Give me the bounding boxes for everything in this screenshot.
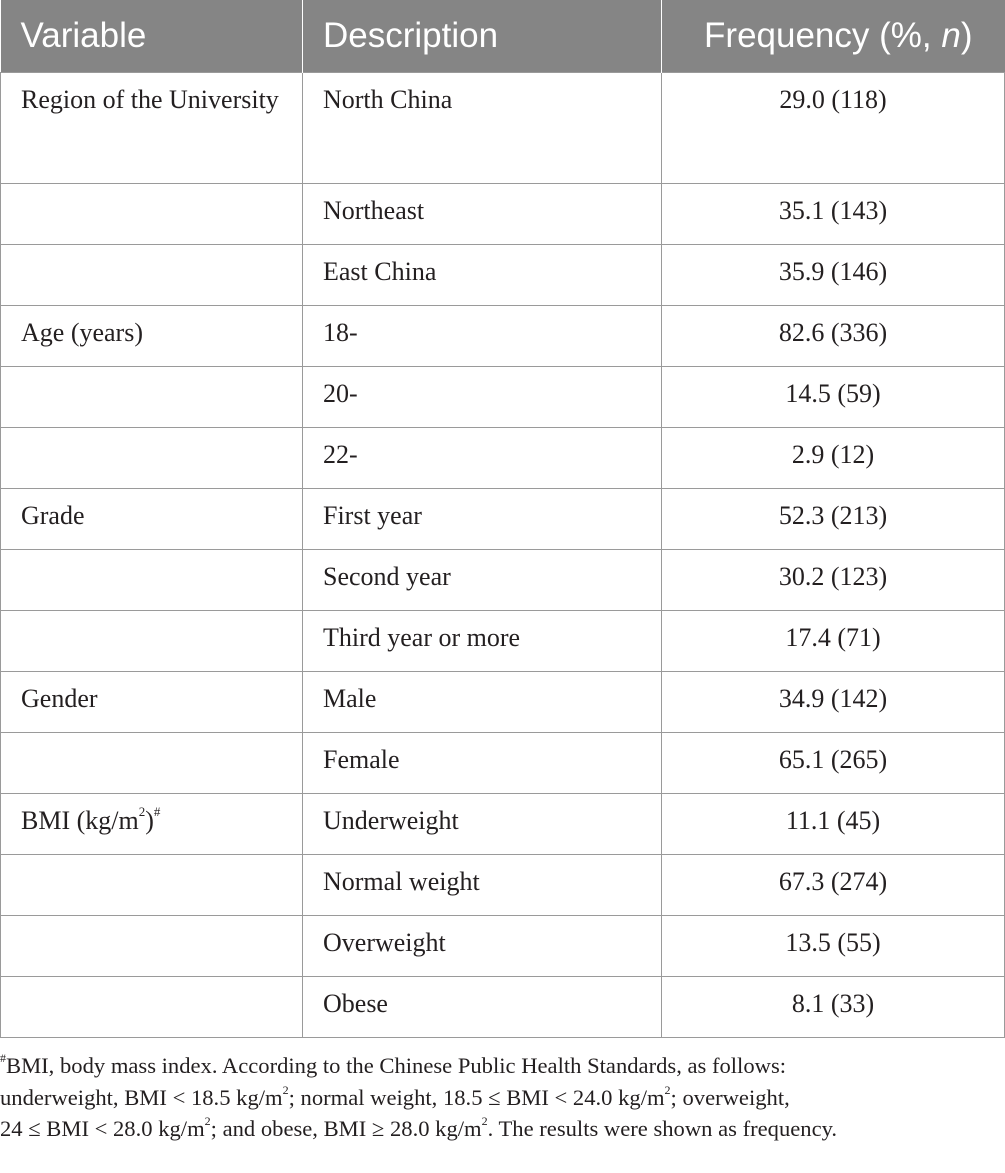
superscript: 2	[282, 1082, 289, 1097]
cell-frequency: 8.1 (33)	[662, 976, 1005, 1037]
cell-variable: Region of the University	[1, 72, 303, 183]
cell-variable-after: )	[145, 805, 154, 835]
table-row	[1, 976, 1005, 1037]
cell-variable	[1, 854, 303, 915]
superscript: 2	[481, 1114, 488, 1129]
cell-description: 22-	[303, 427, 662, 488]
footnote-text: ; and obese, BMI ≥ 28.0 kg/m	[210, 1116, 482, 1141]
superscript: 2	[204, 1114, 211, 1129]
footnote-line-1	[0, 1050, 1005, 1082]
table-row	[1, 72, 1005, 183]
cell-description: Normal weight	[303, 854, 662, 915]
cell-variable	[1, 976, 303, 1037]
cell-variable	[1, 793, 303, 854]
cell-frequency: 35.9 (146)	[662, 244, 1005, 305]
table-row	[1, 305, 1005, 366]
cell-variable	[1, 732, 303, 793]
cell-description: 18-	[303, 305, 662, 366]
cell-variable	[1, 244, 303, 305]
cell-variable: Grade	[1, 488, 303, 549]
cell-frequency: 67.3 (274)	[662, 854, 1005, 915]
footnote-text: ; overweight,	[670, 1084, 790, 1110]
cell-description: Underweight	[303, 793, 662, 854]
footnote-text: 24 ≤ BMI < 28.0 kg/m	[0, 1116, 205, 1141]
cell-variable	[1, 183, 303, 244]
table-row	[1, 366, 1005, 427]
footnote-text: BMI, body mass index. According to the Chinese Public Health Standards, as follows:	[6, 1053, 787, 1078]
header-frequency	[662, 0, 1005, 72]
header-frequency-suffix: )	[960, 15, 973, 55]
cell-variable: Gender	[1, 671, 303, 732]
footnote-line-2	[0, 1082, 1005, 1114]
footnote-text: . The results were shown as frequency.	[487, 1116, 838, 1141]
cell-variable	[1, 610, 303, 671]
header-row	[1, 0, 1005, 72]
cell-frequency: 29.0 (118)	[662, 72, 1005, 183]
table-row	[1, 549, 1005, 610]
header-frequency-prefix: Frequency (%,	[704, 15, 942, 55]
cell-description: Third year or more	[303, 610, 662, 671]
cell-frequency: 34.9 (142)	[662, 671, 1005, 732]
table-row	[1, 610, 1005, 671]
superscript: 2	[138, 803, 146, 819]
cell-description: First year	[303, 488, 662, 549]
table-row	[1, 427, 1005, 488]
cell-description: Female	[303, 732, 662, 793]
cell-frequency: 11.1 (45)	[662, 793, 1005, 854]
table-row	[1, 671, 1005, 732]
cell-variable	[1, 427, 303, 488]
cell-description: Second year	[303, 549, 662, 610]
table-row	[1, 244, 1005, 305]
cell-frequency: 30.2 (123)	[662, 549, 1005, 610]
cell-variable	[1, 366, 303, 427]
cell-frequency: 35.1 (143)	[662, 183, 1005, 244]
superscript: 2	[664, 1082, 671, 1097]
cell-description: 20-	[303, 366, 662, 427]
cell-variable-text: BMI (kg/m	[21, 805, 139, 835]
cell-frequency: 52.3 (213)	[662, 488, 1005, 549]
header-description: Description	[303, 0, 662, 72]
cell-description: East China	[303, 244, 662, 305]
cell-variable	[1, 915, 303, 976]
cell-frequency: 82.6 (336)	[662, 305, 1005, 366]
table-row	[1, 488, 1005, 549]
table-row	[1, 915, 1005, 976]
cell-frequency: 2.9 (12)	[662, 427, 1005, 488]
table-row	[1, 793, 1005, 854]
cell-description: Male	[303, 671, 662, 732]
cell-frequency: 14.5 (59)	[662, 366, 1005, 427]
cell-description: Overweight	[303, 915, 662, 976]
cell-description: North China	[303, 72, 662, 183]
header-frequency-n: n	[941, 15, 961, 55]
cell-variable: Age (years)	[1, 305, 303, 366]
cell-frequency: 65.1 (265)	[662, 732, 1005, 793]
footnote-text: underweight, BMI < 18.5 kg/m	[0, 1084, 283, 1110]
header-variable: Variable	[1, 0, 303, 72]
cell-frequency: 13.5 (55)	[662, 915, 1005, 976]
table-row	[1, 732, 1005, 793]
cell-variable	[1, 549, 303, 610]
cell-frequency: 17.4 (71)	[662, 610, 1005, 671]
cell-description: Obese	[303, 976, 662, 1037]
table-row	[1, 183, 1005, 244]
cell-description: Northeast	[303, 183, 662, 244]
footnote-line-3	[0, 1113, 1005, 1145]
footnote-mark: #	[0, 1051, 6, 1066]
footnote-mark: #	[153, 803, 161, 819]
table-row	[1, 854, 1005, 915]
table-footnote	[0, 1050, 1005, 1145]
footnote-text: ; normal weight, 18.5 ≤ BMI < 24.0 kg/m	[288, 1084, 665, 1110]
